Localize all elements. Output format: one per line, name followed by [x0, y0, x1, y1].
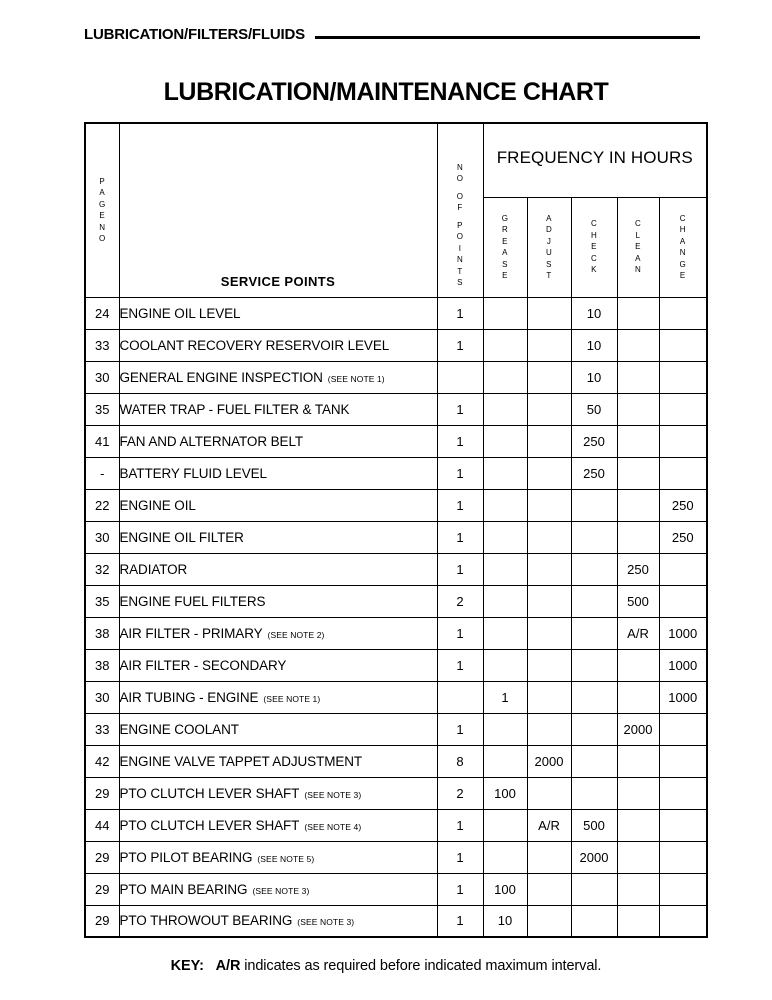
cell-grease	[483, 361, 527, 393]
cell-adjust	[527, 361, 571, 393]
cell-clean: A/R	[617, 617, 659, 649]
table-row	[85, 553, 707, 585]
cell-page-no: 30	[85, 361, 119, 393]
cell-clean	[617, 361, 659, 393]
cell-adjust	[527, 649, 571, 681]
cell-check	[571, 777, 617, 809]
service-point-note: (SEE NOTE 1)	[327, 373, 385, 384]
cell-no-of-points: 2	[437, 777, 483, 809]
cell-no-of-points: 1	[437, 649, 483, 681]
cell-check	[571, 553, 617, 585]
cell-change: 250	[659, 521, 707, 553]
cell-adjust	[527, 297, 571, 329]
cell-clean: 250	[617, 553, 659, 585]
service-point-note: (SEE NOTE 2)	[267, 629, 325, 640]
cell-no-of-points	[437, 681, 483, 713]
header-adjust-stack: A D J U S T	[545, 213, 553, 280]
cell-no-of-points: 1	[437, 457, 483, 489]
cell-change: 1000	[659, 681, 707, 713]
cell-service-point	[119, 553, 437, 585]
header-grease-stack: G R E A S E	[501, 213, 509, 280]
cell-adjust: A/R	[527, 809, 571, 841]
header-change-stack: C H A N G E	[679, 213, 687, 280]
cell-grease	[483, 457, 527, 489]
cell-clean: 500	[617, 585, 659, 617]
cell-check: 10	[571, 329, 617, 361]
cell-check: 250	[571, 457, 617, 489]
cell-adjust	[527, 873, 571, 905]
cell-page-no: 33	[85, 329, 119, 361]
cell-clean	[617, 905, 659, 937]
cell-page-no: 44	[85, 809, 119, 841]
cell-change: 250	[659, 489, 707, 521]
service-point-note: (SEE NOTE 4)	[304, 821, 362, 832]
cell-check: 10	[571, 297, 617, 329]
header-service-points	[119, 123, 437, 297]
service-point-note: (SEE NOTE 3)	[304, 789, 362, 800]
cell-page-no: 29	[85, 905, 119, 937]
cell-no-of-points: 2	[437, 585, 483, 617]
cell-clean	[617, 745, 659, 777]
cell-service-point	[119, 425, 437, 457]
cell-grease	[483, 297, 527, 329]
cell-check	[571, 681, 617, 713]
cell-adjust	[527, 777, 571, 809]
cell-check	[571, 585, 617, 617]
cell-change	[659, 809, 707, 841]
table-row	[85, 457, 707, 489]
cell-no-of-points: 1	[437, 521, 483, 553]
cell-adjust: 2000	[527, 745, 571, 777]
cell-clean	[617, 649, 659, 681]
cell-adjust	[527, 713, 571, 745]
lubrication-maintenance-table	[84, 122, 708, 938]
cell-change	[659, 777, 707, 809]
cell-adjust	[527, 617, 571, 649]
cell-service-point	[119, 745, 437, 777]
key-term: A/R	[215, 958, 241, 974]
cell-change: 1000	[659, 649, 707, 681]
service-point-name: COOLANT RECOVERY RESERVOIR LEVEL	[119, 337, 390, 353]
table-header-row-top	[85, 123, 707, 197]
service-point-name: AIR TUBING - ENGINE	[119, 689, 259, 705]
table-row	[85, 745, 707, 777]
service-point-name: WATER TRAP - FUEL FILTER & TANK	[119, 401, 350, 417]
cell-adjust	[527, 329, 571, 361]
header-no-of-points-stack: N O O F P O I N T S	[456, 162, 464, 287]
cell-service-point	[119, 841, 437, 873]
cell-grease: 1	[483, 681, 527, 713]
service-point-name: ENGINE COOLANT	[119, 721, 239, 737]
table-row	[85, 713, 707, 745]
cell-clean	[617, 489, 659, 521]
service-point-name: ENGINE OIL	[119, 497, 196, 513]
table-row	[85, 361, 707, 393]
table-row	[85, 649, 707, 681]
table-row	[85, 681, 707, 713]
header-clean	[617, 197, 659, 297]
cell-change	[659, 329, 707, 361]
cell-no-of-points: 1	[437, 329, 483, 361]
cell-no-of-points: 1	[437, 809, 483, 841]
cell-grease	[483, 329, 527, 361]
cell-check: 500	[571, 809, 617, 841]
cell-page-no: 38	[85, 649, 119, 681]
cell-page-no: 24	[85, 297, 119, 329]
cell-grease	[483, 617, 527, 649]
cell-no-of-points: 1	[437, 425, 483, 457]
service-point-note: (SEE NOTE 3)	[252, 885, 310, 896]
service-point-name: ENGINE FUEL FILTERS	[119, 593, 266, 609]
cell-service-point	[119, 905, 437, 937]
service-point-name: GENERAL ENGINE INSPECTION	[119, 369, 323, 385]
header-check	[571, 197, 617, 297]
cell-grease	[483, 521, 527, 553]
cell-adjust	[527, 905, 571, 937]
cell-grease	[483, 585, 527, 617]
cell-clean	[617, 681, 659, 713]
service-point-name: FAN AND ALTERNATOR BELT	[119, 433, 303, 449]
cell-change	[659, 425, 707, 457]
cell-no-of-points: 1	[437, 553, 483, 585]
page-title: LUBRICATION/MAINTENANCE CHART	[163, 78, 609, 106]
cell-change	[659, 553, 707, 585]
cell-service-point	[119, 713, 437, 745]
cell-check: 2000	[571, 841, 617, 873]
header-grease	[483, 197, 527, 297]
cell-grease	[483, 553, 527, 585]
cell-clean	[617, 873, 659, 905]
cell-no-of-points: 1	[437, 873, 483, 905]
cell-clean	[617, 297, 659, 329]
header-clean-stack: C L E A N	[634, 219, 642, 275]
cell-page-no: 35	[85, 585, 119, 617]
table-row	[85, 521, 707, 553]
cell-change	[659, 585, 707, 617]
cell-adjust	[527, 681, 571, 713]
key-legend	[0, 958, 772, 974]
cell-service-point	[119, 585, 437, 617]
key-label: KEY:	[170, 958, 204, 974]
cell-service-point	[119, 681, 437, 713]
cell-no-of-points: 1	[437, 905, 483, 937]
cell-service-point	[119, 297, 437, 329]
cell-no-of-points: 1	[437, 489, 483, 521]
header-page-no	[85, 123, 119, 297]
running-header-rule	[315, 36, 700, 39]
cell-service-point	[119, 521, 437, 553]
table-row	[85, 905, 707, 937]
service-point-name: PTO THROWOUT BEARING	[119, 913, 293, 929]
table-row	[85, 297, 707, 329]
cell-adjust	[527, 521, 571, 553]
header-frequency-in-hours	[483, 123, 707, 197]
table-row	[85, 841, 707, 873]
service-point-name: PTO CLUTCH LEVER SHAFT	[119, 785, 300, 801]
cell-check	[571, 905, 617, 937]
cell-grease: 100	[483, 777, 527, 809]
service-point-name: RADIATOR	[119, 561, 188, 577]
service-point-name: AIR FILTER - PRIMARY	[119, 625, 263, 641]
cell-check: 50	[571, 393, 617, 425]
cell-grease: 10	[483, 905, 527, 937]
cell-adjust	[527, 457, 571, 489]
cell-check: 10	[571, 361, 617, 393]
table-row	[85, 809, 707, 841]
key-definition: indicates as required before indicated maximum interval.	[244, 958, 602, 974]
table-row	[85, 489, 707, 521]
cell-change	[659, 457, 707, 489]
cell-no-of-points: 1	[437, 841, 483, 873]
table-row	[85, 585, 707, 617]
running-header	[84, 26, 700, 43]
cell-page-no: 30	[85, 681, 119, 713]
cell-change	[659, 905, 707, 937]
cell-clean	[617, 841, 659, 873]
cell-change	[659, 361, 707, 393]
header-check-stack: C H E C K	[590, 219, 598, 275]
cell-change	[659, 297, 707, 329]
cell-grease	[483, 649, 527, 681]
table-row	[85, 425, 707, 457]
cell-change	[659, 873, 707, 905]
cell-change	[659, 841, 707, 873]
cell-check	[571, 617, 617, 649]
cell-no-of-points: 8	[437, 745, 483, 777]
cell-no-of-points: 1	[437, 297, 483, 329]
cell-check	[571, 521, 617, 553]
cell-no-of-points: 1	[437, 393, 483, 425]
service-point-note: (SEE NOTE 3)	[297, 917, 355, 928]
cell-service-point	[119, 489, 437, 521]
cell-page-no: 32	[85, 553, 119, 585]
cell-grease	[483, 489, 527, 521]
cell-no-of-points: 1	[437, 617, 483, 649]
header-adjust	[527, 197, 571, 297]
service-point-name: AIR FILTER - SECONDARY	[119, 657, 287, 673]
cell-clean	[617, 457, 659, 489]
table-row	[85, 329, 707, 361]
cell-grease	[483, 425, 527, 457]
cell-service-point	[119, 649, 437, 681]
cell-page-no: 38	[85, 617, 119, 649]
cell-service-point	[119, 329, 437, 361]
cell-change: 1000	[659, 617, 707, 649]
cell-clean	[617, 329, 659, 361]
header-service-points-label: SERVICE POINTS	[220, 273, 336, 289]
cell-clean	[617, 521, 659, 553]
cell-check	[571, 489, 617, 521]
service-point-note: (SEE NOTE 1)	[263, 693, 321, 704]
cell-service-point	[119, 457, 437, 489]
table-row	[85, 617, 707, 649]
cell-check	[571, 873, 617, 905]
cell-service-point	[119, 393, 437, 425]
cell-adjust	[527, 585, 571, 617]
cell-grease: 100	[483, 873, 527, 905]
cell-grease	[483, 809, 527, 841]
cell-change	[659, 393, 707, 425]
cell-page-no: 42	[85, 745, 119, 777]
cell-page-no: 29	[85, 873, 119, 905]
cell-page-no: 22	[85, 489, 119, 521]
service-point-name: BATTERY FLUID LEVEL	[119, 465, 267, 481]
service-point-name: ENGINE OIL FILTER	[119, 529, 244, 545]
cell-grease	[483, 841, 527, 873]
cell-adjust	[527, 489, 571, 521]
cell-page-no: 29	[85, 841, 119, 873]
header-page-no-stack: P A G E N O	[98, 176, 106, 244]
cell-adjust	[527, 841, 571, 873]
cell-service-point	[119, 809, 437, 841]
cell-adjust	[527, 425, 571, 457]
cell-adjust	[527, 553, 571, 585]
cell-check: 250	[571, 425, 617, 457]
cell-clean	[617, 393, 659, 425]
cell-page-no: 33	[85, 713, 119, 745]
cell-no-of-points: 1	[437, 713, 483, 745]
service-point-name: PTO MAIN BEARING	[119, 881, 248, 897]
cell-clean	[617, 777, 659, 809]
cell-page-no: -	[85, 457, 119, 489]
cell-service-point	[119, 617, 437, 649]
cell-change	[659, 745, 707, 777]
cell-check	[571, 745, 617, 777]
cell-service-point	[119, 777, 437, 809]
cell-no-of-points	[437, 361, 483, 393]
service-point-name: ENGINE VALVE TAPPET ADJUSTMENT	[119, 753, 363, 769]
cell-page-no: 35	[85, 393, 119, 425]
table-row	[85, 873, 707, 905]
cell-service-point	[119, 361, 437, 393]
cell-grease	[483, 393, 527, 425]
service-point-name: ENGINE OIL LEVEL	[119, 305, 241, 321]
header-no-of-points	[437, 123, 483, 297]
service-point-name: PTO PILOT BEARING	[119, 849, 253, 865]
cell-page-no: 29	[85, 777, 119, 809]
cell-grease	[483, 713, 527, 745]
header-frequency-label: FREQUENCY IN HOURS	[496, 148, 693, 168]
cell-check	[571, 713, 617, 745]
running-header-text: LUBRICATION/FILTERS/FLUIDS	[84, 26, 305, 43]
service-point-note: (SEE NOTE 5)	[257, 853, 315, 864]
cell-grease	[483, 745, 527, 777]
cell-page-no: 30	[85, 521, 119, 553]
cell-clean	[617, 425, 659, 457]
service-point-name: PTO CLUTCH LEVER SHAFT	[119, 817, 300, 833]
cell-clean: 2000	[617, 713, 659, 745]
cell-adjust	[527, 393, 571, 425]
cell-change	[659, 713, 707, 745]
cell-check	[571, 649, 617, 681]
header-change	[659, 197, 707, 297]
cell-service-point	[119, 873, 437, 905]
cell-clean	[617, 809, 659, 841]
lubrication-maintenance-table-wrap	[84, 122, 696, 938]
cell-page-no: 41	[85, 425, 119, 457]
table-row	[85, 393, 707, 425]
table-row	[85, 777, 707, 809]
